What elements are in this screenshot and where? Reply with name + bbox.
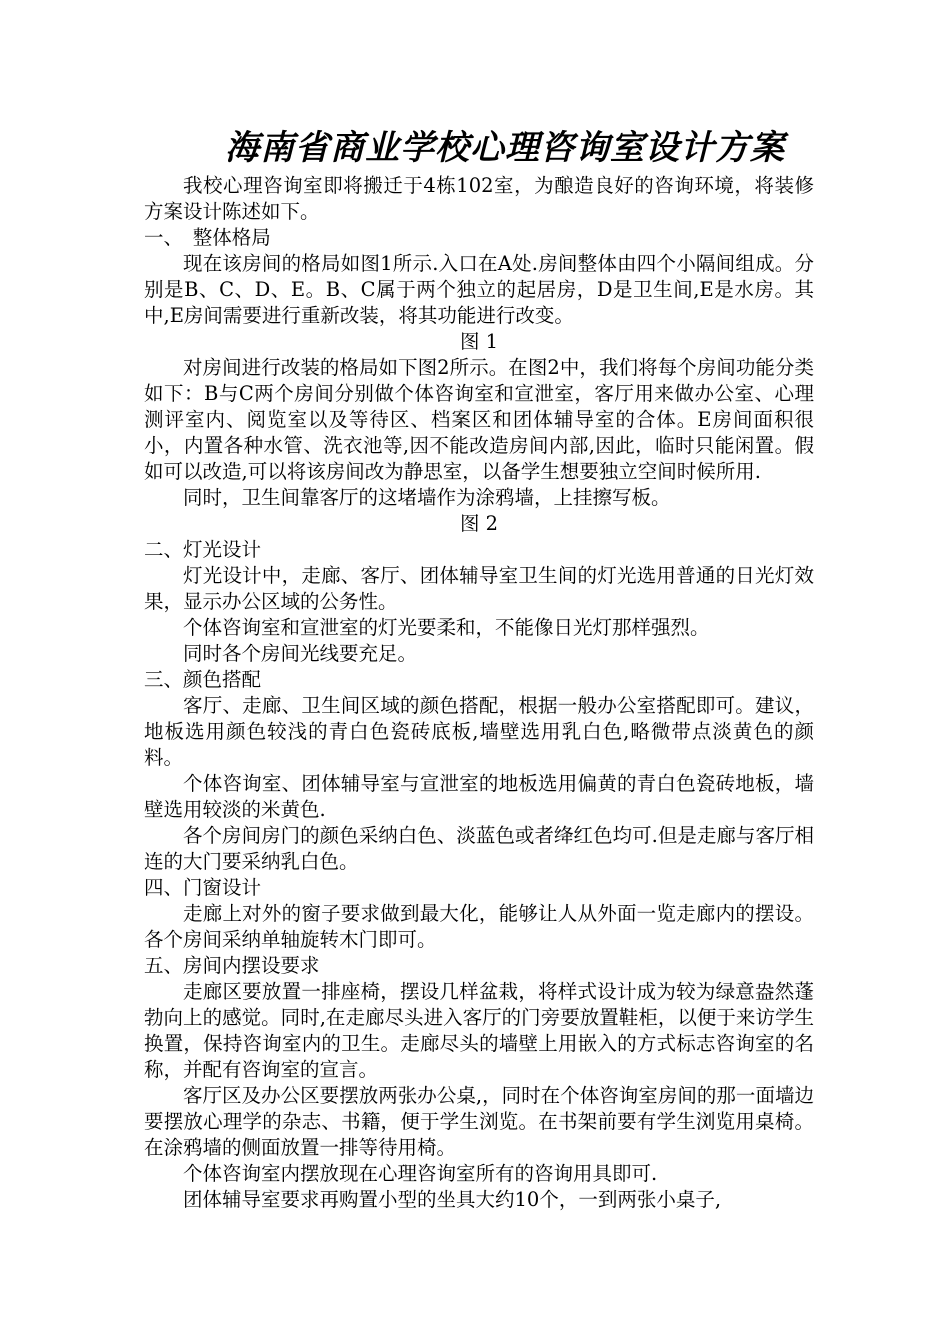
- section-2-paragraph-2: 个体咨询室和宣泄室的灯光要柔和，不能像日光灯那样强烈。: [183, 616, 710, 639]
- section-4-paragraph-1: 走廊上对外的窗子要求做到最大化，能够让人从外面一览走廊内的摆设。各个房间采纳单轴旋转木门即可。: [144, 902, 814, 951]
- section-3-paragraph-2: 个体咨询室、团体辅导室与宣泄室的地板选用偏黄的青白色瓷砖地板，墙壁选用较淡的米黄色.: [144, 772, 814, 821]
- section-3-heading: 三、颜色搭配: [144, 668, 262, 691]
- section-4-heading: 四、门窗设计: [144, 876, 262, 899]
- section-5-heading: 五、房间内摆设要求: [144, 954, 320, 977]
- document-body: [144, 173, 814, 1213]
- section-1-paragraph-1: 现在该房间的格局如图1所示.入口在A处.房间整体由四个小隔间组成。分别是B、C、D、E。B、C属于两个独立的起居房，D是卫生间,E是水房。其中,E房间需要进行重新改装，将其功能进行改变。: [144, 252, 814, 327]
- section-3-paragraph-1: 客厅、走廊、卫生间区域的颜色搭配，根据一般办公室搭配即可。建议，地板选用颜色较浅的青白色瓷砖底板,墙壁选用乳白色,略微带点淡黄色的颜料。: [144, 694, 814, 769]
- document-title: 海南省商业学校心理咨询室设计方案: [225, 128, 785, 168]
- section-1-paragraph-2: 对房间进行改装的格局如下图2所示。在图2中，我们将每个房间功能分类如下：B与C两个房间分别做个体咨询室和宣泄室，客厅用来做办公室、心理测评室内、阅览室以及等待区、档案区和团体辅导室的合体。E房间面积很小，内置各种水管、洗衣池等,因不能改造房间内部,因此，临时只能闲置。假如可以改造,可以将该房间改为静思室，以备学生想要独立空间时候所用.: [144, 356, 814, 483]
- figure-1-caption: 图 1: [459, 330, 499, 353]
- intro-paragraph: 我校心理咨询室即将搬迁于4栋102室，为酿造良好的咨询环境，将装修方案设计陈述如下。: [144, 174, 814, 223]
- section-5-paragraph-1: 走廊区要放置一排座椅，摆设几样盆栽，将样式设计成为较为绿意盎然蓬勃向上的感觉。同时,在走廊尽头进入客厅的门旁要放置鞋柜，以便于来访学生换置，保持咨询室内的卫生。走廊尽头的墙壁上用嵌入的方式标志咨询室的名称，并配有咨询室的宣言。: [144, 980, 814, 1081]
- section-2-paragraph-3: 同时各个房间光线要充足。: [183, 642, 418, 665]
- section-5-paragraph-3: 个体咨询室内摆放现在心理咨询室所有的咨询用具即可.: [183, 1162, 658, 1185]
- section-1-paragraph-3: 同时，卫生间靠客厅的这堵墙作为涂鸦墙，上挂擦写板。: [183, 486, 671, 509]
- section-3-paragraph-3: 各个房间房门的颜色采纳白色、淡蓝色或者绛红色均可.但是走廊与客厅相连的大门要采纳乳白色。: [144, 824, 814, 873]
- section-5-paragraph-4: 团体辅导室要求再购置小型的坐具大约10个，一到两张小桌子,: [183, 1188, 722, 1211]
- section-2-heading: 二、灯光设计: [144, 538, 262, 561]
- section-5-paragraph-2: 客厅区及办公区要摆放两张办公桌,，同时在个体咨询室房间的那一面墙边要摆放心理学的杂志、书籍，便于学生浏览。在书架前要有学生浏览用桌椅。在涂鸦墙的侧面放置一排等待用椅。: [144, 1084, 814, 1159]
- section-2-paragraph-1: 灯光设计中，走廊、客厅、团体辅导室卫生间的灯光选用普通的日光灯效果，显示办公区域的公务性。: [144, 564, 814, 613]
- section-1-heading: 一、 整体格局: [144, 226, 271, 249]
- figure-2-caption: 图 2: [459, 512, 499, 535]
